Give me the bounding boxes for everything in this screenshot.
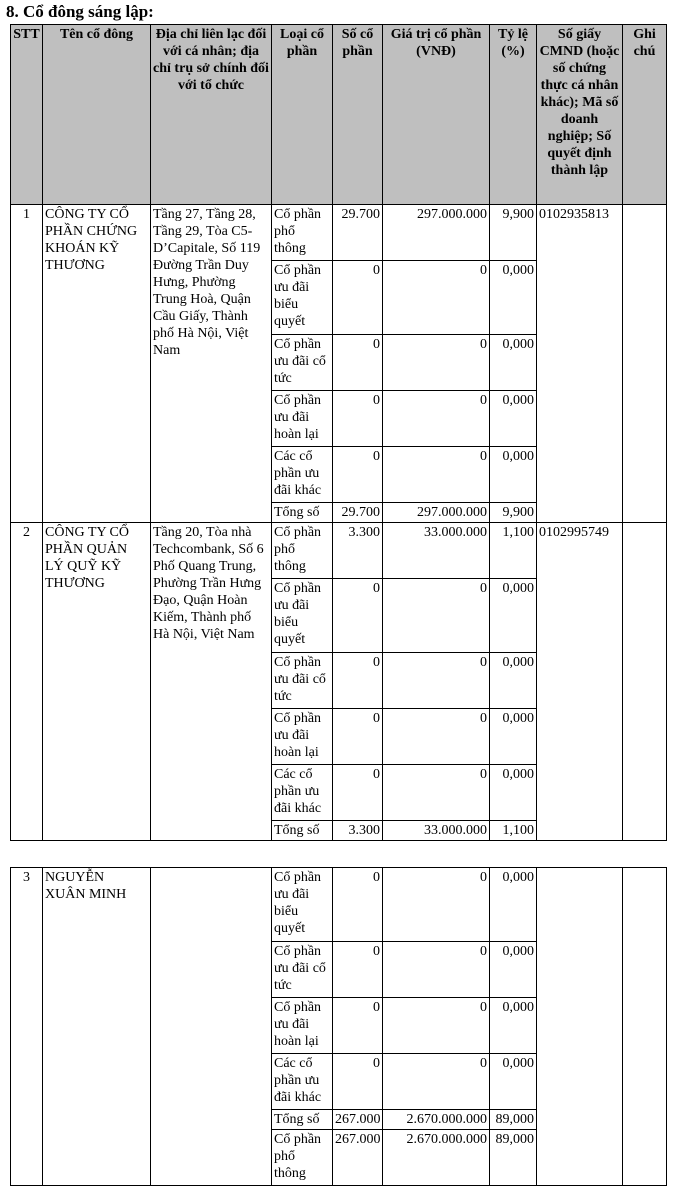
share-type: Các cổ phần ưu đãi khác bbox=[272, 447, 333, 503]
share-value: 33.000.000 bbox=[383, 523, 490, 579]
share-value: 0 bbox=[383, 579, 490, 653]
founding-shareholders-table-continued bbox=[10, 867, 667, 1186]
share-type: Cổ phần ưu đãi biểu quyết bbox=[272, 579, 333, 653]
share-type: Cổ phần ưu đãi cổ tức bbox=[272, 942, 333, 998]
share-count: 267.000 bbox=[333, 1110, 383, 1130]
share-ratio: 0,000 bbox=[490, 335, 537, 391]
share-count: 0 bbox=[333, 998, 383, 1054]
id-number bbox=[537, 868, 623, 1186]
share-ratio: 0,000 bbox=[490, 447, 537, 503]
header-value: Giá trị cổ phần (VNĐ) bbox=[383, 25, 490, 205]
share-type: Cổ phần phổ thông bbox=[272, 1130, 333, 1186]
share-count: 0 bbox=[333, 335, 383, 391]
share-ratio: 0,000 bbox=[490, 653, 537, 709]
share-ratio: 0,000 bbox=[490, 709, 537, 765]
share-ratio: 9,900 bbox=[490, 503, 537, 523]
shareholder-address: Tầng 20, Tòa nhà Techcombank, Số 6 Phố Quang Trung, Phường Trần Hưng Đạo, Quận Hoàn Kiếm, Thành phố Hà Nội, Việt Nam bbox=[151, 523, 272, 841]
share-value: 0 bbox=[383, 765, 490, 821]
share-count: 3.300 bbox=[333, 821, 383, 841]
share-type: Cổ phần ưu đãi biểu quyết bbox=[272, 868, 333, 942]
table-row bbox=[11, 523, 667, 579]
share-value: 0 bbox=[383, 653, 490, 709]
share-ratio: 0,000 bbox=[490, 579, 537, 653]
share-value: 0 bbox=[383, 998, 490, 1054]
share-value: 0 bbox=[383, 447, 490, 503]
section-title: 8. Cổ đông sáng lập: bbox=[6, 2, 154, 21]
shareholder-name: NGUYỄN XUÂN MINH bbox=[43, 868, 151, 1186]
share-type: Cổ phần ưu đãi biểu quyết bbox=[272, 261, 333, 335]
header-name: Tên cổ đông bbox=[43, 25, 151, 205]
share-ratio: 0,000 bbox=[490, 391, 537, 447]
share-type: Cổ phần phổ thông bbox=[272, 523, 333, 579]
share-ratio: 1,100 bbox=[490, 821, 537, 841]
stt-cell: 3 bbox=[11, 868, 43, 1186]
stt-cell: 2 bbox=[11, 523, 43, 841]
share-count: 0 bbox=[333, 653, 383, 709]
share-ratio: 89,000 bbox=[490, 1130, 537, 1186]
share-ratio: 9,900 bbox=[490, 205, 537, 261]
share-value: 0 bbox=[383, 709, 490, 765]
share-value: 0 bbox=[383, 261, 490, 335]
header-share-type: Loại cổ phần bbox=[272, 25, 333, 205]
share-ratio: 0,000 bbox=[490, 942, 537, 998]
shareholder-address: Tầng 27, Tầng 28, Tầng 29, Tòa C5-D’Capitale, Số 119 Đường Trần Duy Hưng, Phường Trung Hoà, Quận Cầu Giấy, Thành phố Hà Nội, Việt Nam bbox=[151, 205, 272, 523]
founding-shareholders-table bbox=[10, 24, 667, 841]
share-type: Cổ phần ưu đãi hoàn lại bbox=[272, 709, 333, 765]
share-value: 2.670.000.000 bbox=[383, 1110, 490, 1130]
table-row bbox=[11, 205, 667, 261]
shareholder-name: CÔNG TY CỔ PHẦN QUẢN LÝ QUỸ KỸ THƯƠNG bbox=[43, 523, 151, 841]
share-count: 0 bbox=[333, 765, 383, 821]
share-count: 0 bbox=[333, 261, 383, 335]
share-value: 0 bbox=[383, 868, 490, 942]
share-value: 297.000.000 bbox=[383, 503, 490, 523]
header-id-no: Số giấy CMND (hoặc số chứng thực cá nhân khác); Mã số doanh nghiệp; Số quyết định thành lập bbox=[537, 25, 623, 205]
share-count: 267.000 bbox=[333, 1130, 383, 1186]
header-shares: Số cổ phần bbox=[333, 25, 383, 205]
share-value: 0 bbox=[383, 391, 490, 447]
share-value: 2.670.000.000 bbox=[383, 1130, 490, 1186]
share-count: 0 bbox=[333, 709, 383, 765]
note-cell bbox=[623, 523, 667, 841]
share-count: 29.700 bbox=[333, 503, 383, 523]
share-ratio: 89,000 bbox=[490, 1110, 537, 1130]
share-count: 0 bbox=[333, 1054, 383, 1110]
share-count: 3.300 bbox=[333, 523, 383, 579]
share-type: Cổ phần ưu đãi cổ tức bbox=[272, 335, 333, 391]
header-ratio: Tỷ lệ (%) bbox=[490, 25, 537, 205]
share-type: Cổ phần ưu đãi cổ tức bbox=[272, 653, 333, 709]
share-value: 33.000.000 bbox=[383, 821, 490, 841]
share-ratio: 1,100 bbox=[490, 523, 537, 579]
note-cell bbox=[623, 205, 667, 523]
id-number: 0102935813 bbox=[537, 205, 623, 523]
note-cell bbox=[623, 868, 667, 1186]
share-type: Cổ phần phổ thông bbox=[272, 205, 333, 261]
share-type: Cổ phần ưu đãi hoàn lại bbox=[272, 391, 333, 447]
id-number: 0102995749 bbox=[537, 523, 623, 841]
share-count: 0 bbox=[333, 447, 383, 503]
share-count: 0 bbox=[333, 942, 383, 998]
share-ratio: 0,000 bbox=[490, 868, 537, 942]
share-count: 0 bbox=[333, 579, 383, 653]
header-row bbox=[11, 25, 667, 205]
share-ratio: 0,000 bbox=[490, 765, 537, 821]
share-count: 0 bbox=[333, 868, 383, 942]
share-type: Tổng số bbox=[272, 503, 333, 523]
stt-cell: 1 bbox=[11, 205, 43, 523]
table-row bbox=[11, 868, 667, 942]
header-stt: STT bbox=[11, 25, 43, 205]
share-value: 297.000.000 bbox=[383, 205, 490, 261]
share-ratio: 0,000 bbox=[490, 998, 537, 1054]
share-value: 0 bbox=[383, 335, 490, 391]
share-value: 0 bbox=[383, 942, 490, 998]
share-value: 0 bbox=[383, 1054, 490, 1110]
share-ratio: 0,000 bbox=[490, 261, 537, 335]
share-type: Tổng số bbox=[272, 821, 333, 841]
share-type: Các cổ phần ưu đãi khác bbox=[272, 765, 333, 821]
share-count: 29.700 bbox=[333, 205, 383, 261]
shareholder-name: CÔNG TY CỔ PHẦN CHỨNG KHOÁN KỸ THƯƠNG bbox=[43, 205, 151, 523]
header-address: Địa chỉ liên lạc đối với cá nhân; địa chỉ trụ sở chính đối với tổ chức bbox=[151, 25, 272, 205]
share-type: Các cổ phần ưu đãi khác bbox=[272, 1054, 333, 1110]
share-count: 0 bbox=[333, 391, 383, 447]
share-ratio: 0,000 bbox=[490, 1054, 537, 1110]
header-note: Ghi chú bbox=[623, 25, 667, 205]
share-type: Tổng số bbox=[272, 1110, 333, 1130]
shareholder-address bbox=[151, 868, 272, 1186]
share-type: Cổ phần ưu đãi hoàn lại bbox=[272, 998, 333, 1054]
